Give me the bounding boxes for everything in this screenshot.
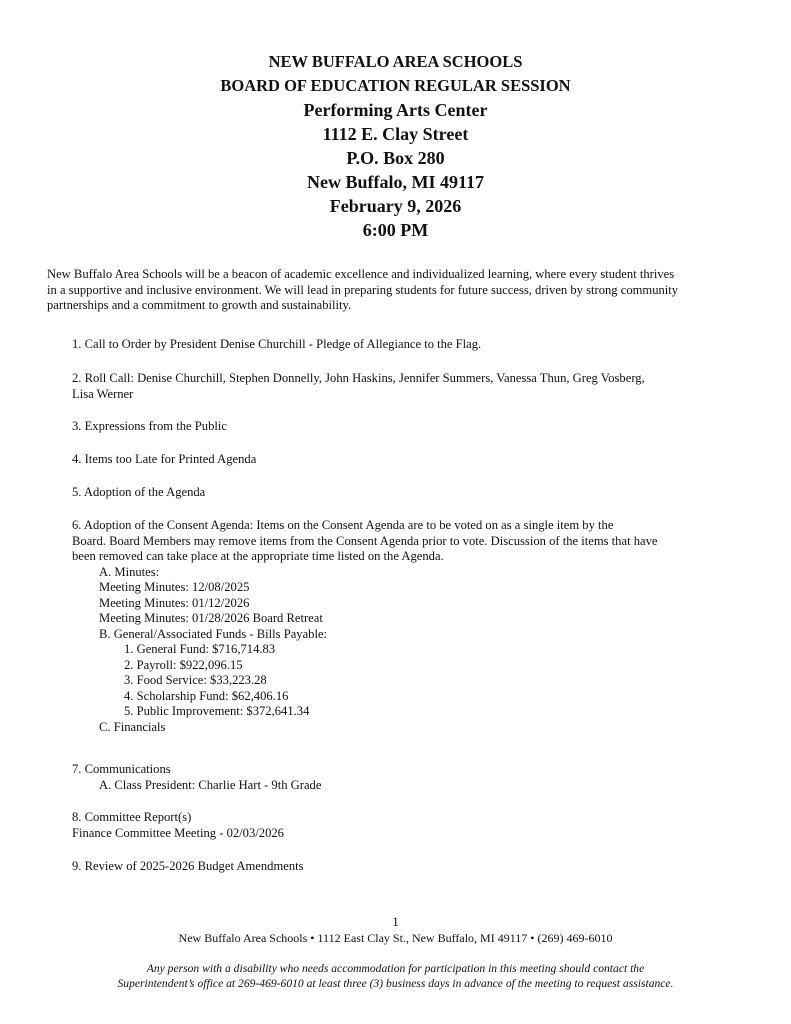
notice-line: Superintendent’s office at 269-469-6010 at least three (3) business days in advance of the meeting to request assistance.	[117, 977, 674, 990]
agenda-item-text: 9. Review of 2025-2026 Budget Amendments	[72, 859, 304, 873]
agenda-item-2	[72, 371, 742, 402]
communication-entry: A. Class President: Charlie Hart - 9th Grade	[99, 777, 322, 792]
accessibility-notice	[0, 961, 791, 991]
agenda-item-text: been removed can take place at the appropriate time listed on the Agenda.	[72, 549, 444, 563]
venue-city: New Buffalo, MI 49117	[307, 172, 484, 192]
agenda-item-1	[72, 337, 742, 353]
meeting-header	[0, 50, 791, 242]
mission-line: partnerships and a commitment to growth and sustainability.	[47, 298, 352, 312]
minutes-entry: Meeting Minutes: 01/12/2026	[99, 595, 250, 610]
funds-list	[72, 642, 742, 720]
mission-statement	[47, 267, 747, 314]
fund-entry: 5. Public Improvement: $372,641.34	[124, 704, 310, 718]
fund-entry: 2. Payroll: $922,096.15	[124, 657, 243, 672]
fund-entry: 3. Food Service: $33,223.28	[124, 673, 267, 687]
district-name: NEW BUFFALO AREA SCHOOLS	[268, 52, 523, 71]
agenda-item-text: Lisa Werner	[72, 386, 134, 401]
agenda-item-3	[72, 419, 742, 435]
fund-entry: 4. Scholarship Fund: $62,406.16	[124, 688, 289, 703]
agenda-item-9	[72, 859, 742, 875]
minutes-heading: A. Minutes:	[99, 564, 160, 579]
mission-line: New Buffalo Area Schools will be a beacon of academic excellence and individualized learning, where every student thrives	[47, 267, 675, 281]
session-title: BOARD OF EDUCATION REGULAR SESSION	[220, 76, 571, 95]
agenda-item-6	[72, 518, 742, 735]
funds-heading: B. General/Associated Funds - Bills Payable:	[99, 626, 328, 641]
meeting-time: 6:00 PM	[362, 220, 429, 240]
minutes-entry: Meeting Minutes: 12/08/2025	[99, 580, 250, 594]
agenda-item-4	[72, 452, 742, 468]
agenda-item-text: 8. Committee Report(s)	[72, 810, 192, 824]
financials-section	[72, 720, 742, 736]
minutes-section	[72, 565, 742, 643]
agenda-item-text: 3. Expressions from the Public	[72, 419, 227, 433]
agenda-item-text: 1. Call to Order by President Denise Churchill - Pledge of Allegiance to the Flag.	[72, 337, 482, 351]
agenda-item-text: 7. Communications	[72, 762, 171, 776]
page-number: 1	[392, 914, 399, 929]
minutes-entry: Meeting Minutes: 01/28/2026 Board Retreat	[99, 611, 323, 625]
agenda-item-5	[72, 485, 742, 501]
venue-po-box: P.O. Box 280	[346, 148, 445, 168]
agenda-item-text: 2. Roll Call: Denise Churchill, Stephen Donnelly, John Haskins, Jennifer Summers, Vanessa Thun, Greg Vosberg,	[72, 371, 645, 385]
footer-address: New Buffalo Area Schools • 1112 East Clay St., New Buffalo, MI 49117 • (269) 469-6010	[178, 931, 613, 945]
agenda-item-text: 5. Adoption of the Agenda	[72, 485, 206, 499]
agenda-item-8	[72, 810, 742, 841]
notice-line: Any person with a disability who needs accommodation for participation in this meeting should contact the	[146, 962, 645, 975]
venue-name: Performing Arts Center	[303, 100, 488, 120]
financials-heading: C. Financials	[99, 719, 166, 734]
fund-entry: 1. General Fund: $716,714.83	[124, 642, 276, 656]
agenda-item-text: 4. Items too Late for Printed Agenda	[72, 452, 257, 466]
committee-entry: Finance Committee Meeting - 02/03/2026	[72, 825, 284, 840]
venue-street: 1112 E. Clay Street	[322, 124, 469, 144]
meeting-date: February 9, 2026	[329, 196, 462, 216]
agenda-item-7	[72, 762, 742, 793]
agenda-item-text: 6. Adoption of the Consent Agenda: Items on the Consent Agenda are to be voted on as a single item by the	[72, 518, 614, 532]
agenda-item-text: Board. Board Members may remove items from the Consent Agenda prior to vote. Discussion of the items that have	[72, 533, 658, 548]
mission-line: in a supportive and inclusive environment. We will lead in preparing students for future success, driven by strong community	[47, 282, 679, 297]
